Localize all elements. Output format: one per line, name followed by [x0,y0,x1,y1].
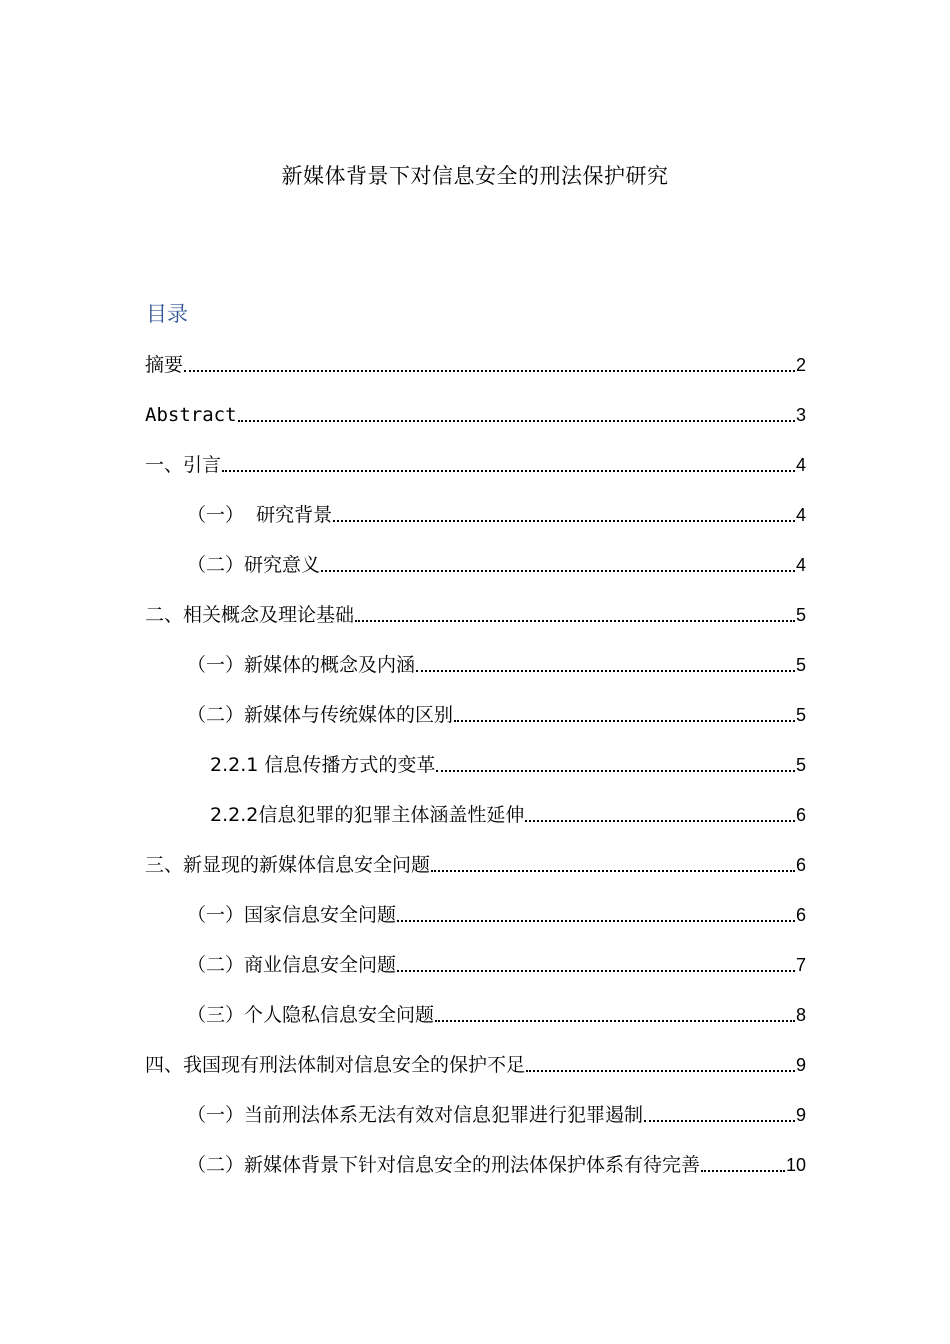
toc-leader-dots [431,870,795,872]
toc-leader-dots [416,670,795,672]
toc-entry-page: 5 [795,705,806,725]
toc-leader-dots [525,820,795,822]
toc-entry[interactable] [145,600,806,630]
toc-entry[interactable] [187,550,806,580]
toc-entry-page: 6 [795,805,806,825]
toc-entry[interactable] [145,850,806,880]
toc-entry-label: 四、我国现有刑法体制对信息安全的保护不足 [145,1054,526,1076]
toc-entry-label: 二、相关概念及理论基础 [145,604,355,626]
toc-entry-page: 2 [795,355,806,375]
toc-entry[interactable] [145,450,806,480]
toc-entry-label: （二）新媒体与传统媒体的区别 [187,704,454,726]
toc-entry-page: 6 [795,855,806,875]
toc-entry-page: 8 [795,1005,806,1025]
toc-entry[interactable] [187,500,806,530]
toc-entry[interactable] [187,1000,806,1030]
toc-entry-label: 摘要 [145,354,184,376]
toc-leader-dots [397,970,795,972]
toc-entry-label: （一） 研究背景 [187,504,333,526]
toc-entry-page: 9 [795,1105,806,1125]
toc-entry-label: 一、引言 [145,454,222,476]
toc-heading: 目录 [146,302,188,326]
toc-entry-page: 10 [785,1155,806,1175]
toc-entry-page: 5 [795,605,806,625]
toc-leader-dots [355,620,795,622]
toc-leader-dots [222,470,795,472]
toc-leader-dots [333,520,795,522]
toc-entry[interactable] [187,950,806,980]
document-title: 新媒体背景下对信息安全的刑法保护研究 [281,164,669,188]
toc-leader-dots [644,1120,795,1122]
toc-entry-page: 4 [795,455,806,475]
toc-entry[interactable] [145,400,806,430]
toc-entry-label: 三、新显现的新媒体信息安全问题 [145,854,431,876]
toc-entry[interactable] [187,900,806,930]
toc-entry[interactable] [145,350,806,380]
toc-entry-label: （一）新媒体的概念及内涵 [187,654,416,676]
toc-entry-page: 6 [795,905,806,925]
toc-entry-page: 4 [795,505,806,525]
toc-entry-label: （二）新媒体背景下针对信息安全的刑法体保护体系有待完善 [187,1154,701,1176]
toc-leader-dots [184,370,795,372]
toc-entry-label: 2.2.1 信息传播方式的变革 [210,754,436,776]
toc-leader-dots [454,720,795,722]
toc-entry-label: （二）商业信息安全问题 [187,954,397,976]
toc-leader-dots [238,420,795,422]
toc-entry-label: Abstract [145,404,237,426]
toc-leader-dots [435,1020,795,1022]
toc-entry-label: （一）国家信息安全问题 [187,904,397,926]
toc-entry[interactable] [145,1050,806,1080]
toc-entry-page: 5 [795,755,806,775]
toc-entry-label: （二）研究意义 [187,554,321,576]
toc-entry[interactable] [187,650,806,680]
toc-entry[interactable] [187,1100,806,1130]
toc-entry[interactable] [210,800,806,830]
toc-entry[interactable] [187,1150,806,1180]
toc-leader-dots [526,1070,795,1072]
toc-entry-label: （一）当前刑法体系无法有效对信息犯罪进行犯罪遏制 [187,1104,644,1126]
toc-entry-page: 9 [795,1055,806,1075]
toc-entry-page: 4 [795,555,806,575]
toc-leader-dots [321,570,795,572]
toc-entry-page: 5 [795,655,806,675]
toc-entry-page: 3 [795,405,806,425]
toc-entry[interactable] [187,700,806,730]
toc-leader-dots [397,920,795,922]
toc-entry-label: 2.2.2信息犯罪的犯罪主体涵盖性延伸 [210,804,525,826]
toc-leader-dots [701,1170,785,1172]
toc-entry-label: （三）个人隐私信息安全问题 [187,1004,435,1026]
toc-entry[interactable] [210,750,806,780]
toc-leader-dots [436,770,795,772]
toc-entry-page: 7 [795,955,806,975]
